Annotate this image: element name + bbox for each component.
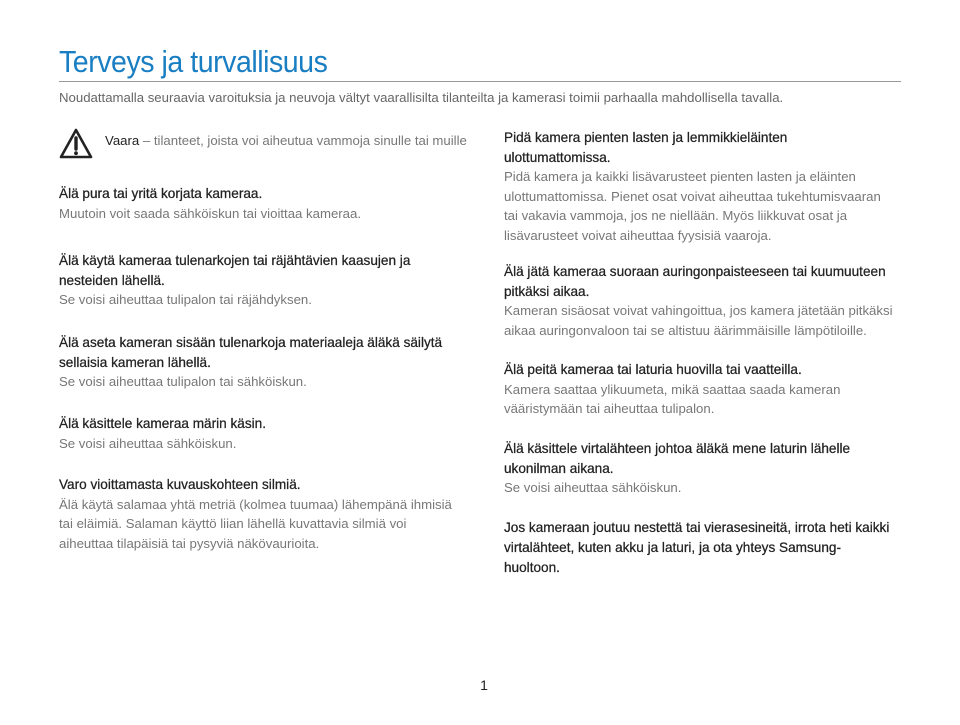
warning-label: Vaara xyxy=(105,133,140,148)
intro-text: Noudattamalla seuraavia varoituksia ja neuvoja vältyt vaarallisilta tilanteilta ja kamerasi toimii parhaalla mahdollisella tavalla. xyxy=(59,90,784,105)
closing-instruction: Jos kameraan joutuu nestettä tai vierasesineitä, irrota heti kaikki virtalähteet, kuten akku ja laturi, ja ota yhteys Samsung-huoltoon. xyxy=(504,520,890,575)
warning-description: – tilanteet, joista voi aiheutua vammoja sinulle tai muille xyxy=(139,133,467,148)
safety-item-body: Kamera saattaa ylikuumeta, mikä saattaa saada kameran vääristymään tai aiheuttaa tulipalon. xyxy=(504,381,841,416)
safety-item xyxy=(504,360,864,419)
page-title: Terveys ja turvallisuus xyxy=(59,44,328,79)
title-divider xyxy=(59,81,901,82)
safety-item-heading: Älä käsittele kameraa märin käsin. xyxy=(59,416,267,431)
safety-item-heading: Älä pura tai yritä korjata kameraa. xyxy=(59,186,263,201)
safety-item-body: Se voisi aiheuttaa sähköiskun. xyxy=(504,480,682,495)
safety-item xyxy=(504,262,904,340)
safety-item-body: Se voisi aiheuttaa tulipalon tai sähköiskun. xyxy=(59,374,307,389)
safety-item-body: Älä käytä salamaa yhtä metriä (kolmea tuumaa) lähempänä ihmisiä tai eläimiä. Salaman käyttö liian lähellä kuvattavia silmiä voi aiheuttaa tilapäisiä tai pysyviä näkövaurioita. xyxy=(59,496,452,551)
warning-triangle-icon xyxy=(59,128,93,160)
safety-item-body: Kameran sisäosat voivat vahingoittua, jos kamera jätetään pitkäksi aikaa auringonvaloon tai se altistuu äärimmäisille lämpötiloille. xyxy=(504,303,893,338)
safety-item xyxy=(504,439,874,498)
safety-item-heading: Älä jätä kameraa suoraan auringonpaisteeseen tai kuumuuteen pitkäksi aikaa. xyxy=(504,264,886,299)
page-number: 1 xyxy=(480,677,488,693)
safety-item xyxy=(59,184,469,223)
safety-item-body: Se voisi aiheuttaa tulipalon tai räjähdyksen. xyxy=(59,292,312,307)
safety-item xyxy=(59,475,464,553)
safety-item xyxy=(59,251,429,310)
warning-legend xyxy=(59,128,479,168)
safety-item-body: Muutoin voit saada sähköiskun tai vioittaa kameraa. xyxy=(59,205,362,221)
safety-item-heading: Älä aseta kameran sisään tulenarkoja materiaaleja äläkä säilytä sellaisia kameran lähellä. xyxy=(59,335,443,370)
safety-item-heading: Varo vioittamasta kuvauskohteen silmiä. xyxy=(59,477,301,492)
safety-item-body: Pidä kamera ja kaikki lisävarusteet pienten lasten ja eläinten ulottumattomissa. Pienet osat voivat aiheuttaa tukehtumisvaaran tai vakavia vammoja, jos ne niellään. Myös liikkuvat osat ja lisävarusteet voivat aiheuttaa fyysisiä vaaroja. xyxy=(504,169,881,243)
safety-item-heading: Älä käytä kameraa tulenarkojen tai räjähtävien kaasujen ja nesteiden lähellä. xyxy=(59,253,411,288)
safety-item xyxy=(59,414,469,453)
safety-item xyxy=(59,333,459,392)
warning-legend-text xyxy=(105,131,467,150)
safety-item-body: Se voisi aiheuttaa sähköiskun. xyxy=(59,435,237,451)
safety-item-heading: Pidä kamera pienten lasten ja lemmikkieläinten ulottumattomissa. xyxy=(504,130,788,165)
safety-item xyxy=(504,128,884,245)
safety-item-heading: Älä peitä kameraa tai laturia huovilla tai vaatteilla. xyxy=(504,362,802,377)
safety-item-heading: Älä käsittele virtalähteen johtoa äläkä mene laturin lähelle ukonilman aikana. xyxy=(504,441,851,476)
